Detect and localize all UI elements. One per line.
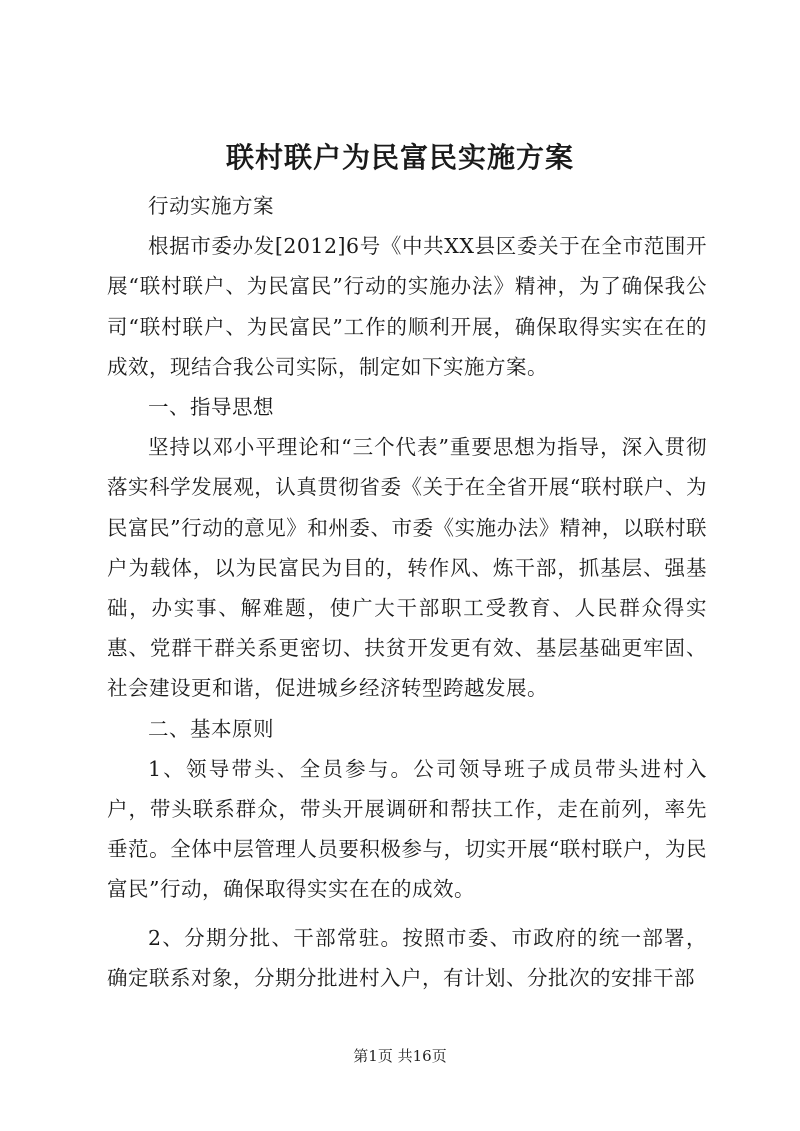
paragraph-guiding-ideology: 坚持以邓小平理论和“三个代表”重要思想为指导，深入贯彻落实科学发展观，认真贯彻省委《关于在全省开展“联村联户、为民富民”行动的意见》和州委、市委《实施办法》精神，以联村联户为载体，以为民富民为目的，转作风、炼干部，抓基层、强基础，办实事、解难题，使广大干部职工受教育、人民群众得实惠、党群干群关系更密切、扶贫开发更有效、基层基础更牢固、社会建设更和谐，促进城乡经济转型跨越发展。 <box>107 435 707 701</box>
paragraph-principle-1: 1、领导带头、全员参与。公司领导班子成员带头进村入户，带头联系群众，带头开展调研和帮扶工作，走在前列，率先垂范。全体中层管理人员要积极参与，切实开展“联村联户，为民富民”行动，确保取得实实在在的成效。 <box>107 756 707 902</box>
paragraph-subtitle: 行动实施方案 <box>148 194 274 218</box>
paragraph-intro: 根据市委办发[2012]6号《中共XX县区委关于在全市范围开展“联村联户、为民富民”行动的实施办法》精神，为了确保我公司“联村联户、为民富民”工作的顺利开展，确保取得实实在在的成效，现结合我公司实际，制定如下实施方案。 <box>107 234 707 379</box>
paragraph-principle-2: 2、分期分批、干部常驻。按照市委、市政府的统一部署，确定联系对象，分期分批进村入户，有计划、分批次的安排干部 <box>107 925 707 990</box>
section-heading-guiding-ideology: 一、指导思想 <box>148 395 274 420</box>
section-heading-basic-principles: 二、基本原则 <box>148 716 274 741</box>
document-title: 联村联户为民富民实施方案 <box>225 141 574 174</box>
page-number-footer: 第1页 共16页 <box>353 1047 447 1065</box>
document-body <box>107 186 707 998</box>
